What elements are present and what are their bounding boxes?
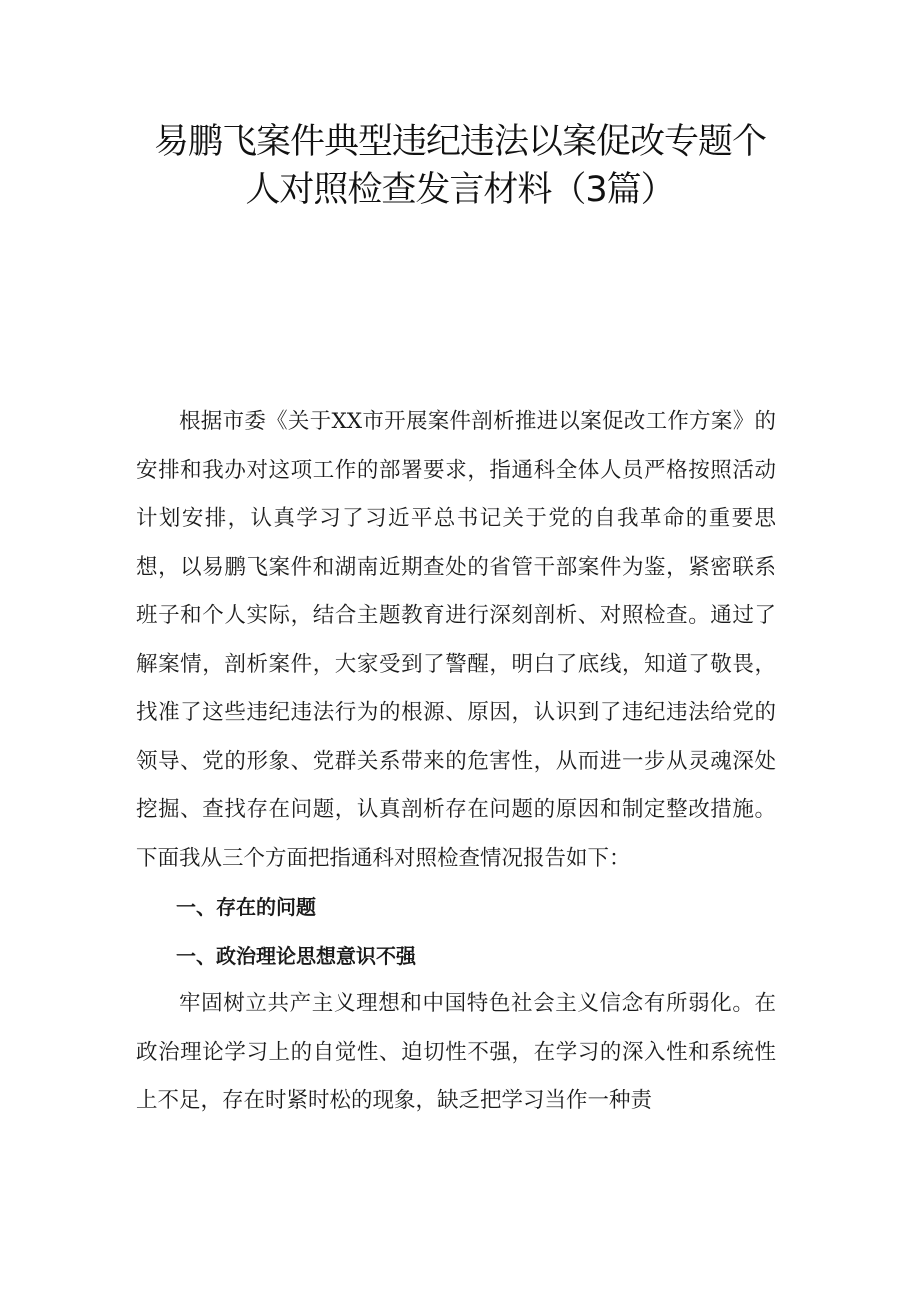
title-line-1: 易鹏飞案件典型违纪违法以案促改专题个	[153, 122, 766, 162]
document-body	[136, 398, 776, 1126]
title-line-2: 人对照检查发言材料（3篇）	[245, 170, 675, 210]
section-heading-problems: 一、存在的问题	[176, 895, 316, 919]
body-paragraph: 牢固树立共产主义理想和中国特色社会主义信念有所弱化。在政治理论学习上的自觉性、迫切性不强，在学习的深入性和系统性上不足，存在时紧时松的现象，缺乏把学习当作一种责	[136, 991, 776, 1113]
intro-paragraph: 根据市委《关于XX市开展案件剖析推进以案促改工作方案》的安排和我办对这项工作的部署要求，指通科全体人员严格按照活动计划安排，认真学习了习近平总书记关于党的自我革命的重要思想，以易鹏飞案件和湖南近期查处的省管干部案件为鉴，紧密联系班子和个人实际，结合主题教育进行深刻剖析、对照检查。通过了解案情，剖析案件，大家受到了警醒，明白了底线，知道了敬畏，找准了这些违纪违法行为的根源、原因，认识到了违纪违法给党的领导、党的形象、党群关系带来的危害性，从而进一步从灵魂深处挖掘、查找存在问题，认真剖析存在问题的原因和制定整改措施。下面我从三个方面把指通科对照检查情况报告如下：	[136, 409, 776, 871]
document-title	[120, 118, 800, 214]
section-heading-political-theory: 一、政治理论思想意识不强	[176, 943, 416, 968]
